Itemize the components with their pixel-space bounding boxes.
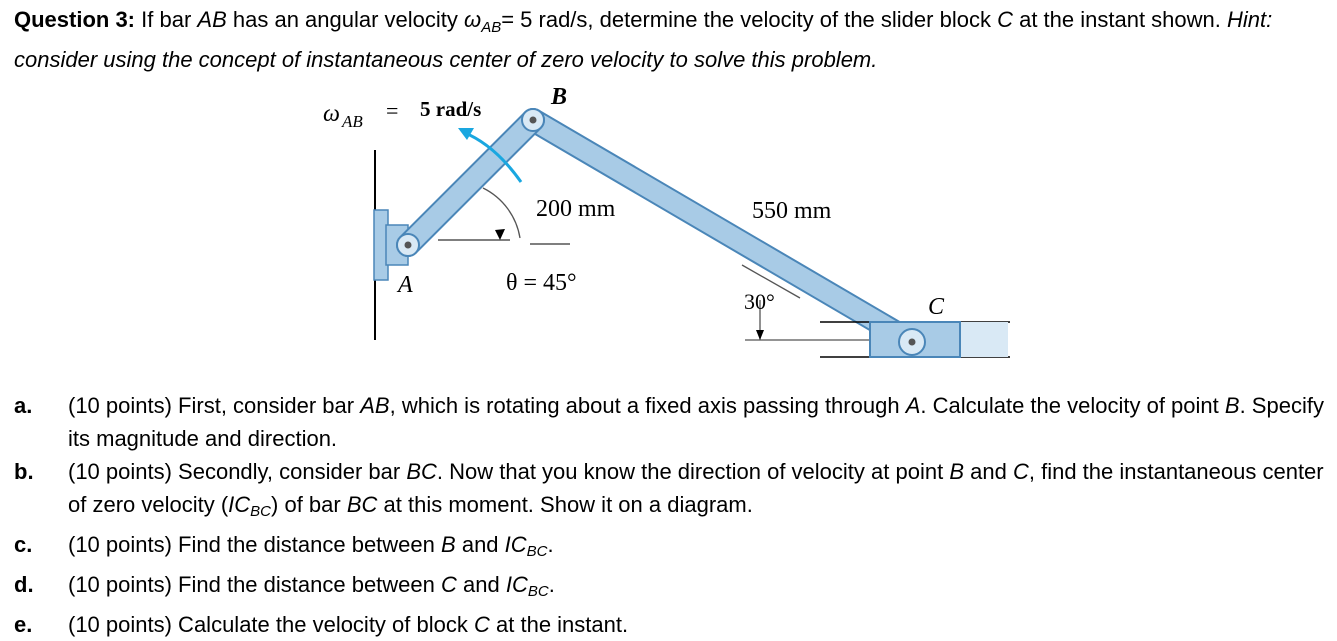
pin-b-center <box>530 117 537 124</box>
part-c-marker: c. <box>14 532 33 557</box>
label-b: B <box>551 84 568 110</box>
theta-arc-arrowhead <box>495 229 505 240</box>
bar-ab <box>408 120 533 245</box>
angle-30-label: 30° <box>744 289 775 314</box>
label-a: A <box>398 272 413 298</box>
hint-text: Hint: consider using the concept of instantaneous center of zero velocity to solve this problem. <box>14 7 1273 72</box>
question-parts <box>14 389 1324 641</box>
pin-a-center <box>405 242 412 249</box>
question-number: Question 3: <box>14 7 136 32</box>
bar-bc <box>533 120 912 342</box>
label-c: C <box>928 294 945 320</box>
slider-track-fill <box>960 322 1008 357</box>
part-e: e. (10 points) Calculate the velocity of block C at the instant. <box>14 608 1324 641</box>
part-c: c. (10 points) Find the distance between B and ICBC. <box>14 528 1324 568</box>
omega-arrowhead <box>458 128 474 140</box>
part-d: d. (10 points) Find the distance between C and ICBC. <box>14 568 1324 608</box>
omega-value: 5 rad/s <box>420 97 482 121</box>
omega-subscript: AB <box>342 112 363 131</box>
part-b: b. (10 points) Secondly, consider bar BC. Now that you know the direction of velocity at point B and C, find the instantaneous center of zero velocity (ICBC) of bar BC at this moment. Show it on a diagram. <box>14 455 1324 528</box>
omega-equals: = <box>386 98 399 123</box>
length-ab-label: 200 mm <box>536 196 616 222</box>
pin-c-center <box>909 339 916 346</box>
question-prompt: Question 3: If bar AB has an angular velocity $\omega_{AB}= 5$ rad/s, determine the velocity of the slider block C at the instant shown. Hint: consider using the concept of instantaneous center of zero velocity to solve this problem. <box>14 7 1273 72</box>
part-e-marker: e. <box>14 612 33 637</box>
part-a-marker: a. <box>14 393 33 418</box>
theta-label: θ = 45° <box>506 270 577 296</box>
omega-symbol: ω <box>323 101 340 127</box>
part-d-marker: d. <box>14 572 34 597</box>
part-b-marker: b. <box>14 459 34 484</box>
length-bc-label: 550 mm <box>752 198 832 224</box>
angle-30-arrowhead <box>756 330 764 340</box>
part-a: a. (10 points) First, consider bar AB, which is rotating about a fixed axis passing through A. Calculate the velocity of point B. Specify its magnitude and direction. <box>14 389 1324 455</box>
